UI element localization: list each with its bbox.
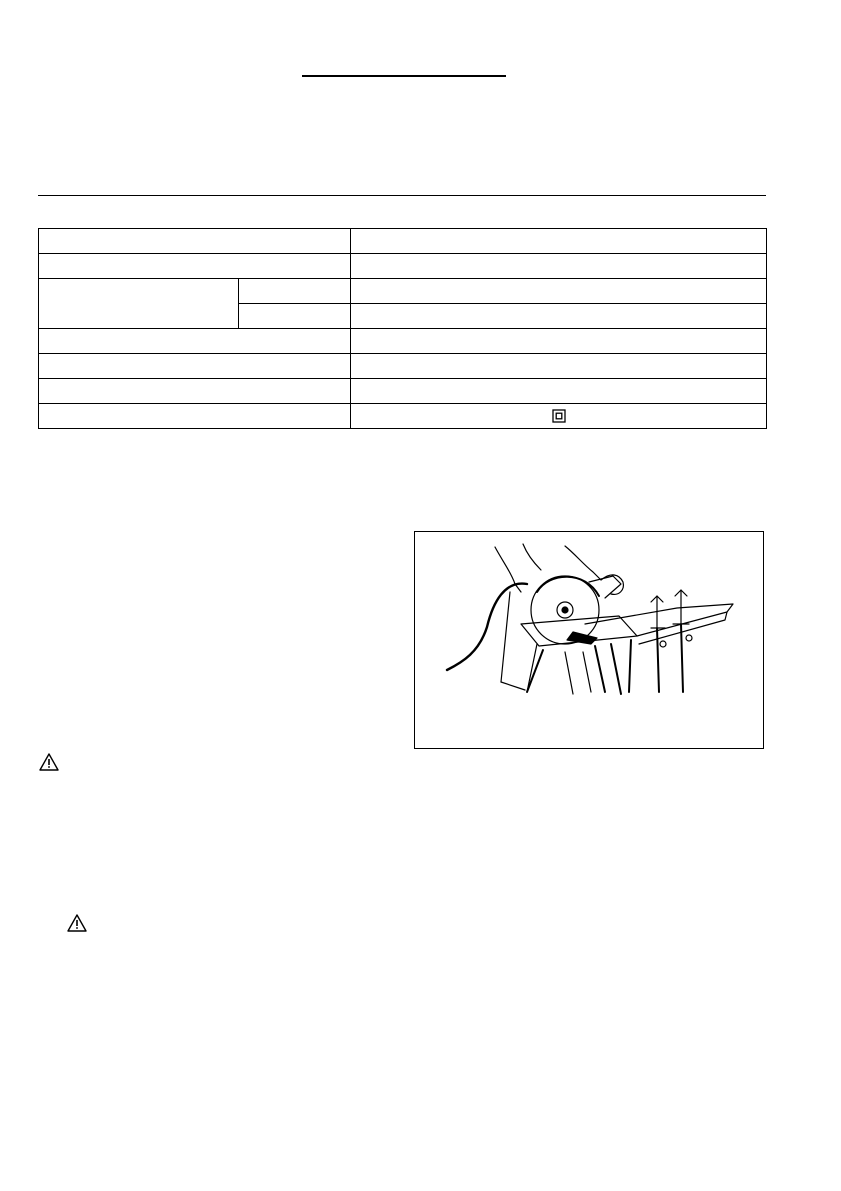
spec-value xyxy=(351,279,767,304)
spec-row xyxy=(39,379,767,404)
spec-row xyxy=(39,404,767,429)
figure-saw-on-sawhorse xyxy=(414,531,764,749)
spec-sublabel xyxy=(239,304,351,329)
spec-row xyxy=(39,279,767,304)
spec-value xyxy=(351,354,767,379)
spec-sublabel xyxy=(239,279,351,304)
title-underline xyxy=(302,75,506,77)
double-insulation-icon xyxy=(552,409,566,423)
spec-label xyxy=(39,404,351,429)
warning-triangle-icon xyxy=(38,752,60,772)
spec-label xyxy=(39,229,351,254)
spec-label xyxy=(39,279,239,329)
spec-row xyxy=(39,329,767,354)
spec-row xyxy=(39,229,767,254)
spec-row xyxy=(39,254,767,279)
spec-value xyxy=(351,379,767,404)
spec-label xyxy=(39,354,351,379)
section-divider xyxy=(38,195,766,196)
warning-triangle-icon xyxy=(66,913,88,933)
spec-label xyxy=(39,379,351,404)
specifications-table xyxy=(38,228,767,429)
spec-value xyxy=(351,404,767,429)
spec-row xyxy=(39,354,767,379)
spec-value xyxy=(351,254,767,279)
spec-label xyxy=(39,329,351,354)
spec-value xyxy=(351,229,767,254)
spec-value xyxy=(351,304,767,329)
saw-illustration xyxy=(415,532,765,750)
spec-label xyxy=(39,254,351,279)
spec-value xyxy=(351,329,767,354)
